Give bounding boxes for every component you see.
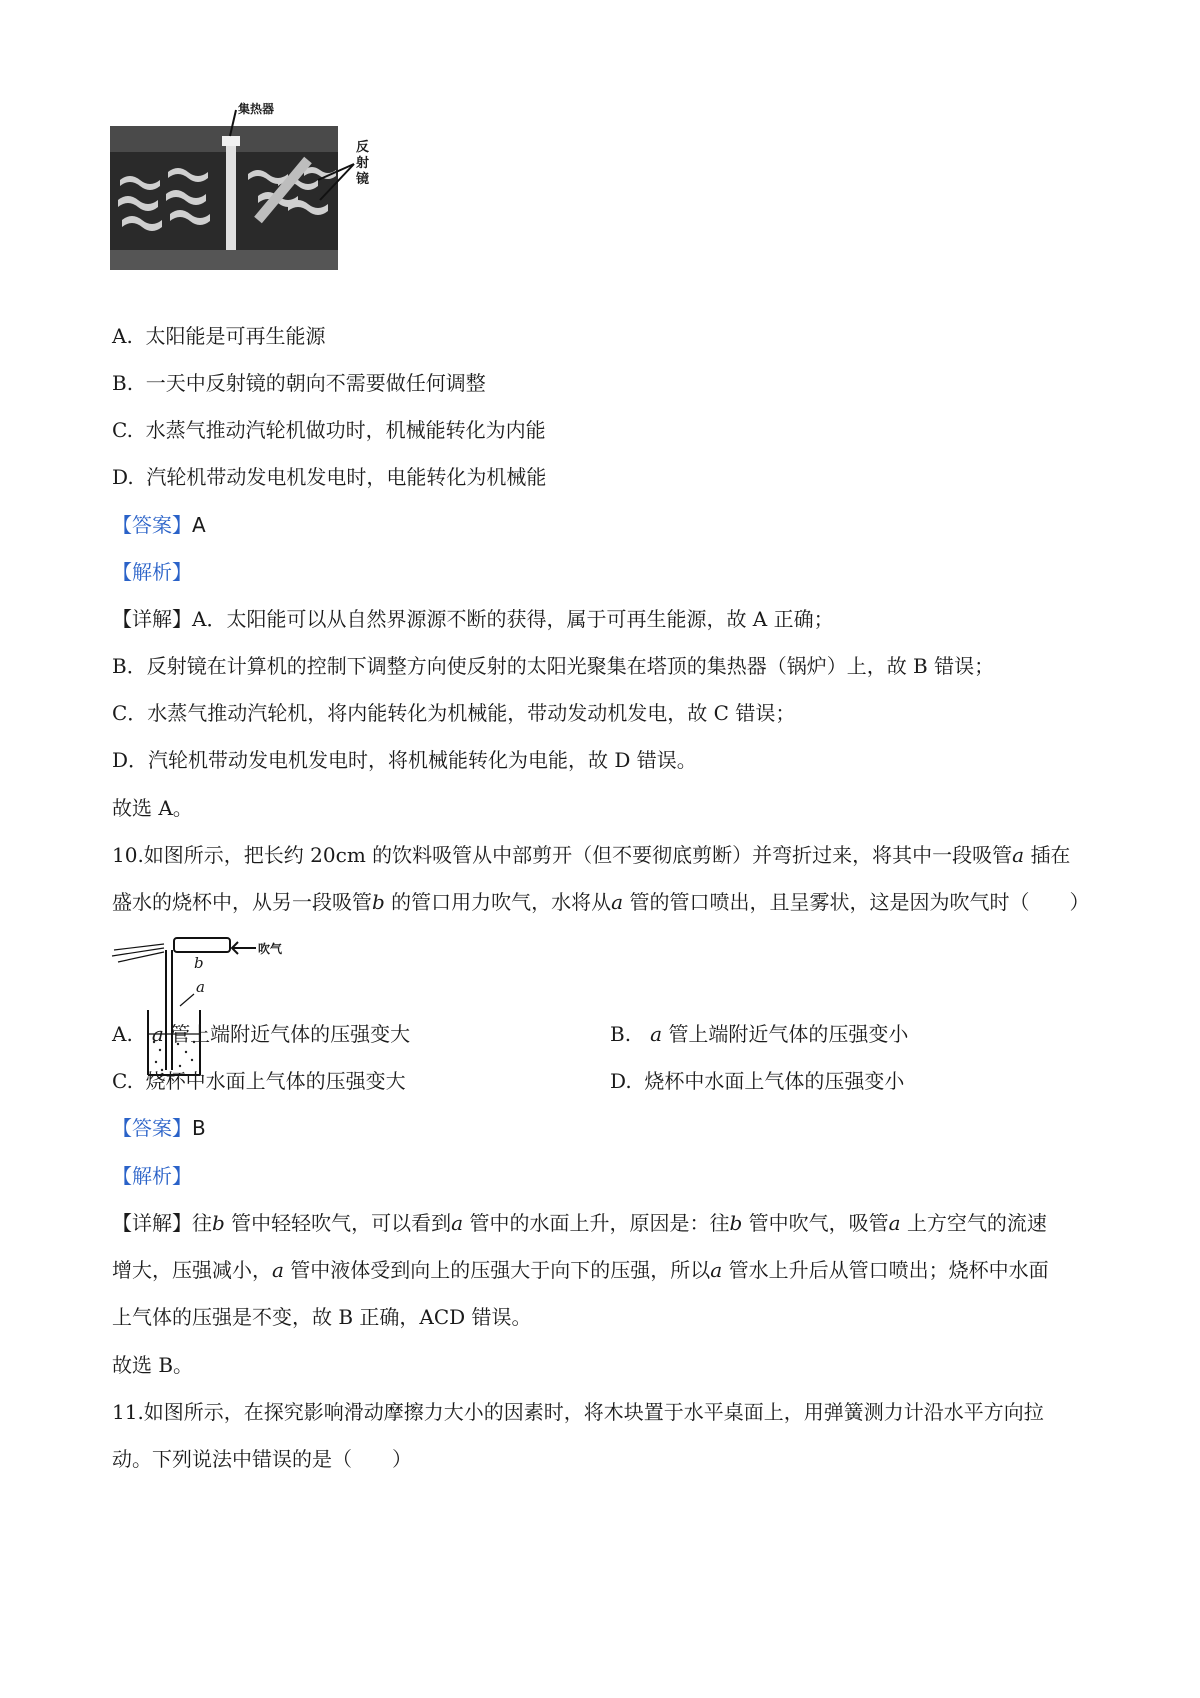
q9-option-a: A. 太阳能是可再生能源 — [112, 324, 326, 348]
q9-answer: 【答案】A — [112, 513, 206, 537]
q10-option-a: A. a 管上端附近气体的压强变大 — [112, 1022, 411, 1046]
solar-tower-photo — [108, 100, 408, 272]
q10-option-b: B. a 管上端附近气体的压强变小 — [610, 1022, 909, 1046]
q9-detail-line-3: C．水蒸气推动汽轮机，将内能转化为机械能，带动发动机发电，故 C 错误； — [112, 701, 796, 725]
blow-label: 吹气 — [258, 942, 283, 956]
q9-option-c: C. 水蒸气推动汽轮机做功时，机械能转化为内能 — [112, 418, 546, 442]
q9-option-d: D. 汽轮机带动发电机发电时，电能转化为机械能 — [112, 465, 547, 489]
answer-tag: 【答案】 — [112, 513, 192, 537]
q10-stem-line-2: 盛水的烧杯中，从另一段吸管b 的管口用力吹气，水将从a 管的管口喷出，且呈雾状，这是因为吹气时（ ） — [112, 890, 1090, 914]
straw-b-label: b — [194, 954, 204, 972]
q10-option-c: C. 烧杯中水面上气体的压强变大 — [112, 1069, 406, 1093]
q9-option-b: B. 一天中反射镜的朝向不需要做任何调整 — [112, 371, 486, 395]
collector-label: 集热器 — [238, 102, 275, 116]
straw-beaker-diagram — [108, 930, 288, 1080]
q9-analysis-heading: 【解析】 — [112, 560, 192, 584]
q10-detail-line-3: 上气体的压强是不变，故 B 正确，ACD 错误。 — [112, 1305, 532, 1329]
q10-option-d: D. 烧杯中水面上气体的压强变小 — [610, 1069, 905, 1093]
q10-conclusion: 故选 B。 — [112, 1353, 194, 1377]
q11-stem-line-1: 11.如图所示，在探究影响滑动摩擦力大小的因素时，将木块置于水平桌面上，用弹簧测力计沿水平方向拉 — [112, 1400, 1044, 1424]
q10-detail-line-1: 【详解】往b 管中轻轻吹气，可以看到a 管中的水面上升，原因是：往b 管中吹气，吸管a 上方空气的流速 — [112, 1211, 1047, 1235]
q11-stem-line-2: 动。下列说法中错误的是（ ） — [112, 1447, 412, 1471]
q9-detail-line-4: D．汽轮机带动发电机发电时，将机械能转化为电能，故 D 错误。 — [112, 748, 697, 772]
mirror-label: 反射镜 — [356, 140, 370, 187]
q9-detail-line-1: 【详解】A．太阳能可以从自然界源源不断的获得，属于可再生能源，故 A 正确； — [112, 607, 834, 631]
q10-analysis-heading: 【解析】 — [112, 1164, 192, 1188]
q9-detail-line-2: B．反射镜在计算机的控制下调整方向使反射的太阳光聚集在塔顶的集热器（锅炉）上，故 B 错误； — [112, 654, 995, 678]
q10-stem-line-1: 10.如图所示，把长约 20cm 的饮料吸管从中部剪开（但不要彻底剪断）并弯折过来，将其中一段吸管a 插在 — [112, 843, 1071, 867]
q9-conclusion: 故选 A。 — [112, 796, 193, 820]
straw-a-label: a — [196, 978, 205, 996]
q10-detail-line-2: 增大，压强减小，a 管中液体受到向上的压强大于向下的压强，所以a 管水上升后从管口喷出；烧杯中水面 — [112, 1258, 1049, 1282]
q10-answer: 【答案】B — [112, 1116, 206, 1140]
